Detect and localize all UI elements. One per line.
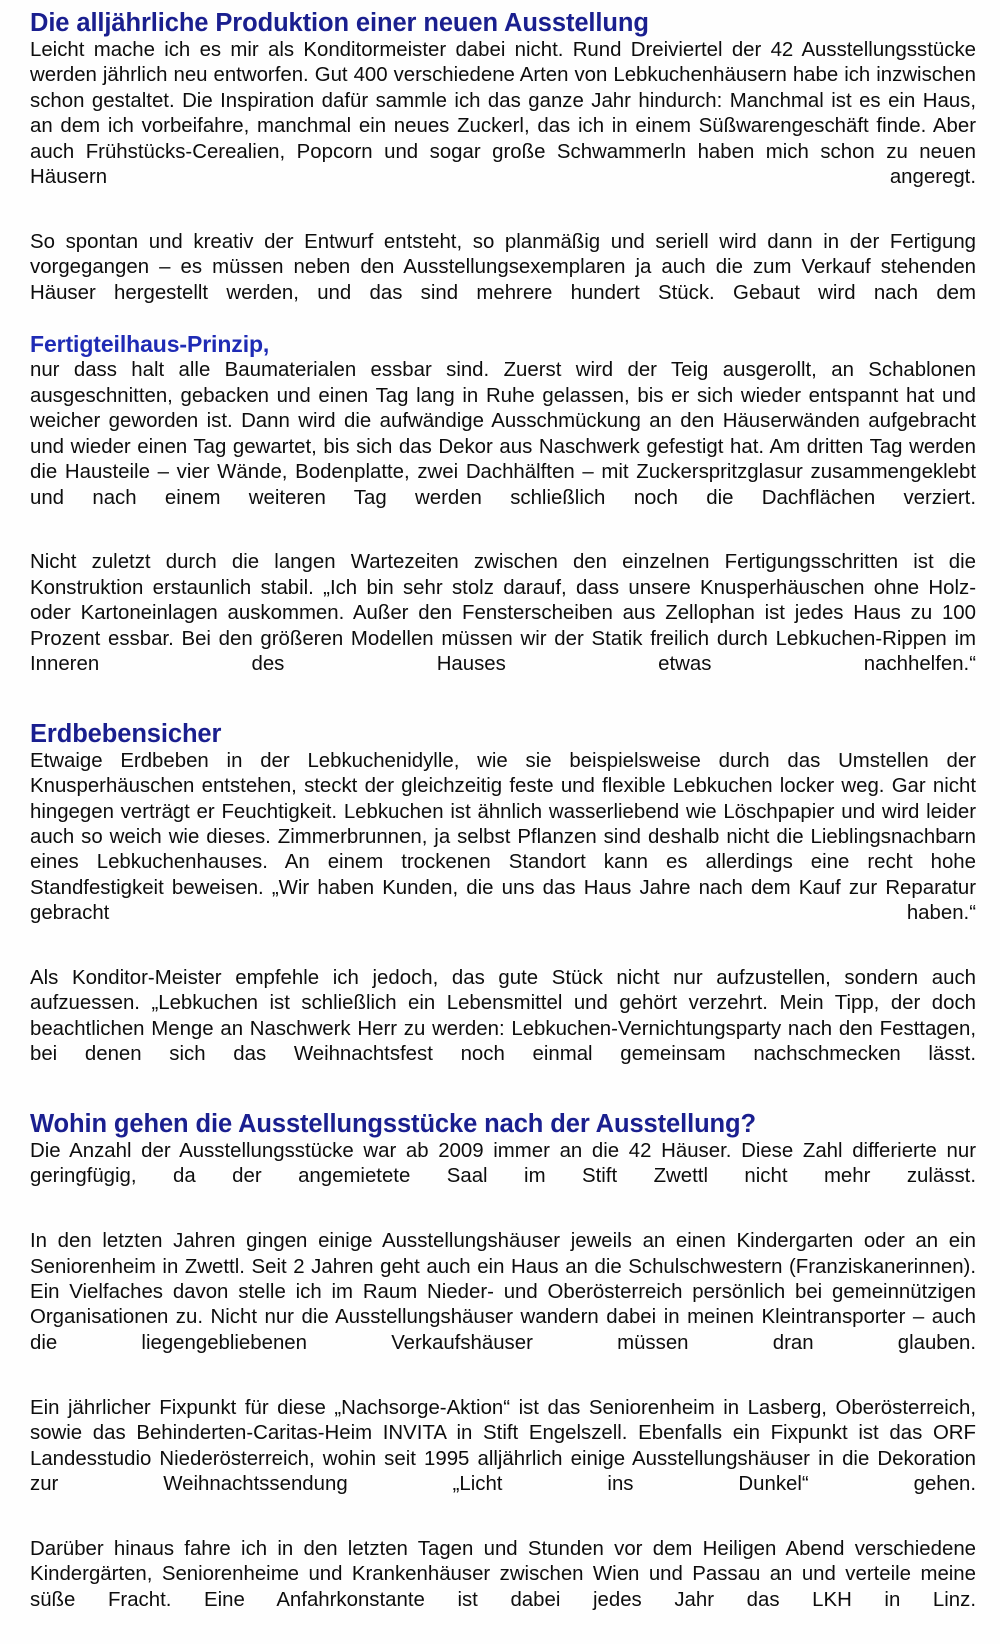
paragraph-after-exhibition-4: Darüber hinaus fahre ich in den letzten Tagen und Stunden vor dem Heiligen Abend verschiedene Kindergärten, Seniorenheime und Krankenhäuser zwischen Wien und Passau an und verteile meine süße Fracht. Eine Anfahrkonstante ist dabei jedes Jahr das LKH in Linz. [30,1537,976,1611]
paragraph-production-2: So spontan und kreativ der Entwurf entsteht, so planmäßig und seriell wird dann in der Fertigung vorgegangen – es müssen neben den Ausstellungsexemplaren ja auch die zum Verkauf stehenden Häuser hergestellt werden, und das sind mehrere hundert Stück. Gebaut wird nach dem [30,230,976,304]
paragraph-after-exhibition-1: Die Anzahl der Ausstellungsstücke war ab 2009 immer an die 42 Häuser. Diese Zahl differierte nur geringfügig, da der angemietete Saal im Stift Zwettl nicht mehr zulässt. [30,1140,976,1188]
paragraph-after-exhibition-2: In den letzten Jahren gingen einige Ausstellungshäuser jeweils an einen Kindergarten oder an ein Seniorenheim in Zwettl. Seit 2 Jahren geht auch ein Haus an die Schulschwestern (Franziskanerinnen). Ein Vielfaches davon stelle ich im Raum Nieder- und Oberösterreich persönlich bei gemeinnützigen Organisationen zu. Nicht nur die Ausstellungshäuser wandern dabei in meinen Kleintransporter – auch die liegengebliebenen Verkaufshäuser müssen dran glauben. [30,1230,976,1354]
article-body [30,8,976,1638]
section-heading-wohin-gehen-ausstellungsstuecke: Wohin gehen die Ausstellungsstücke nach der Ausstellung? [30,1110,756,1139]
section-heading-erdbebensicher: Erdbebensicher [30,719,222,748]
paragraph-production-4: Nicht zuletzt durch die langen Wartezeiten zwischen den einzelnen Fertigungsschritten ist die Konstruktion erstaunlich stabil. „Ich bin sehr stolz darauf, dass unsere Knusperhäuschen ohne Holz- oder Kartoneinlagen auskommen. Außer den Fensterscheiben aus Zellophan ist jedes Haus zu 100 Prozent essbar. Bei den größeren Modellen müssen wir der Statik freilich durch Lebkuchen-Rippen im Inneren des Hauses etwas nachhelfen.“ [30,551,976,675]
paragraph-earthquake-1: Etwaige Erdbeben in der Lebkuchenidylle, wie sie beispielsweise durch das Umstellen der Knusperhäuschen entstehen, steckt der gleichzeitig feste und flexible Lebkuchen locker weg. Gar nicht hingegen verträgt er Feuchtigkeit. Lebkuchen ist ähnlich wasserliebend wie Löschpapier und wird leider auch so weich wie dieses. Zimmerbrunnen, ja selbst Pflanzen sind deshalb nicht die Lieblingsnachbarn eines Lebkuchenhauses. An einem trockenen Standort kann es allerdings eine recht hohe Standfestigkeit beweisen. „Wir haben Kunden, die uns das Haus Jahre nach dem Kauf zur Reparatur gebracht haben.“ [30,749,976,925]
subheading-fertigteilhaus-prinzip: Fertigteilhaus-Prinzip, [30,331,270,358]
paragraph-after-exhibition-3: Ein jährlicher Fixpunkt für diese „Nachsorge-Aktion“ ist das Seniorenheim in Lasberg, Oberösterreich, sowie das Behinderten-Caritas-Heim INVITA in Stift Engelszell. Ebenfalls ein Fixpunkt ist das ORF Landesstudio Niederösterreich, wohin seit 1995 alljährlich einige Ausstellungshäuser in die Dekoration zur Weihnachtssendung „Licht ins Dunkel“ gehen. [30,1396,976,1495]
paragraph-production-3: nur dass halt alle Baumaterialen essbar sind. Zuerst wird der Teig ausgerollt, an Schablonen ausgeschnitten, gebacken und einen Tag lang in Ruhe gelassen, bis er sich wieder entspannt hat und weicher geworden ist. Dann wird die aufwändige Ausschmückung an den Häuserwänden aufgebracht und wieder einen Tag gewartet, bis sich das Dekor aus Naschwerk gefestigt hat. Am dritten Tag werden die Hausteile – vier Wände, Bodenplatte, zwei Dachhälften – mit Zuckerspritzglasur zusammengeklebt und nach einem weiteren Tag werden schließlich noch die Dachflächen verziert. [30,359,976,509]
paragraph-earthquake-2: Als Konditor-Meister empfehle ich jedoch, das gute Stück nicht nur aufzustellen, sondern auch aufzuessen. „Lebkuchen ist schließlich ein Lebensmittel und gehört verzehrt. Mein Tipp, der doch beachtlichen Menge an Naschwerk Herr zu werden: Lebkuchen-Vernichtungsparty nach den Festtagen, bei denen sich das Weihnachtsfest noch einmal gemeinsam nachschmecken lässt. [30,967,976,1066]
section-heading-production: Die alljährliche Produktion einer neuen Ausstellung [30,9,649,37]
paragraph-production-1: Leicht mache ich es mir als Konditormeister dabei nicht. Rund Dreiviertel der 42 Ausstellungsstücke werden jährlich neu entworfen. Gut 400 verschiedene Arten von Lebkuchenhäusern habe ich inzwischen schon gestaltet. Die Inspiration dafür sammle ich das ganze Jahr hindurch: Manchmal ist es ein Haus, an dem ich vorbeifahre, manchmal ein neues Zuckerl, das ich in einem Süßwarengeschäft finde. Aber auch Frühstücks-Cerealien, Popcorn und sogar große Schwammerln haben mich schon zu neuen Häusern angeregt. [30,39,976,189]
